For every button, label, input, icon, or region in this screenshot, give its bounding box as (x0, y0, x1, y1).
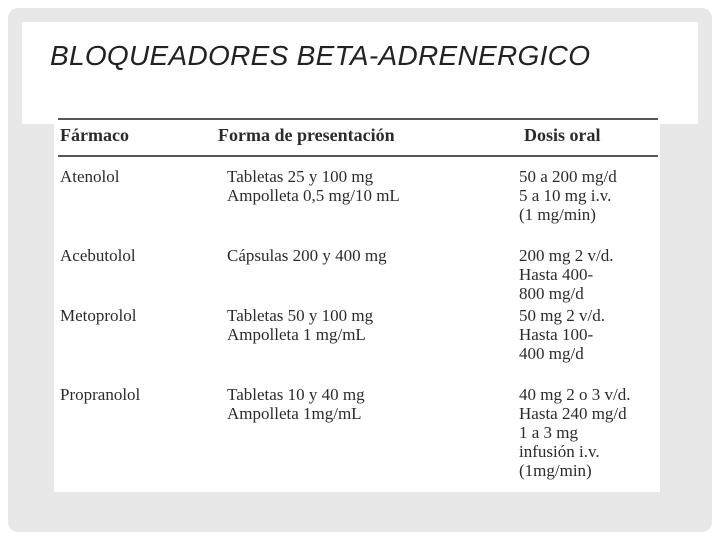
drug-metoprolol: Metoprolol (60, 306, 137, 325)
presentation-metoprolol: Tabletas 50 y 100 mg Ampolleta 1 mg/mL (227, 306, 374, 344)
table-header-rule (58, 155, 658, 157)
table-top-rule (58, 118, 658, 120)
header-forma: Forma de presentación (218, 125, 395, 145)
drug-table (54, 115, 660, 492)
slide-title: BLOQUEADORES BETA-ADRENERGICO (50, 40, 591, 71)
header-farmaco: Fármaco (60, 125, 129, 145)
header-dosis: Dosis oral (524, 125, 601, 145)
presentation-propranolol: Tabletas 10 y 40 mg Ampolleta 1mg/mL (227, 385, 365, 423)
presentation-acebutolol: Cápsulas 200 y 400 mg (227, 246, 387, 265)
dose-atenolol: 50 a 200 mg/d 5 a 10 mg i.v. (1 mg/min) (519, 167, 617, 224)
dose-metoprolol: 50 mg 2 v/d. Hasta 100- 400 mg/d (519, 306, 605, 363)
dose-acebutolol: 200 mg 2 v/d. Hasta 400- 800 mg/d (519, 246, 614, 303)
dose-propranolol: 40 mg 2 o 3 v/d. Hasta 240 mg/d 1 a 3 mg infusión i.v. (1mg/min) (519, 385, 631, 480)
title-box (22, 22, 698, 124)
drug-acebutolol: Acebutolol (60, 246, 136, 265)
drug-propranolol: Propranolol (60, 385, 141, 404)
drug-atenolol: Atenolol (60, 167, 120, 186)
presentation-atenolol: Tabletas 25 y 100 mg Ampolleta 0,5 mg/10 mL (227, 167, 400, 205)
